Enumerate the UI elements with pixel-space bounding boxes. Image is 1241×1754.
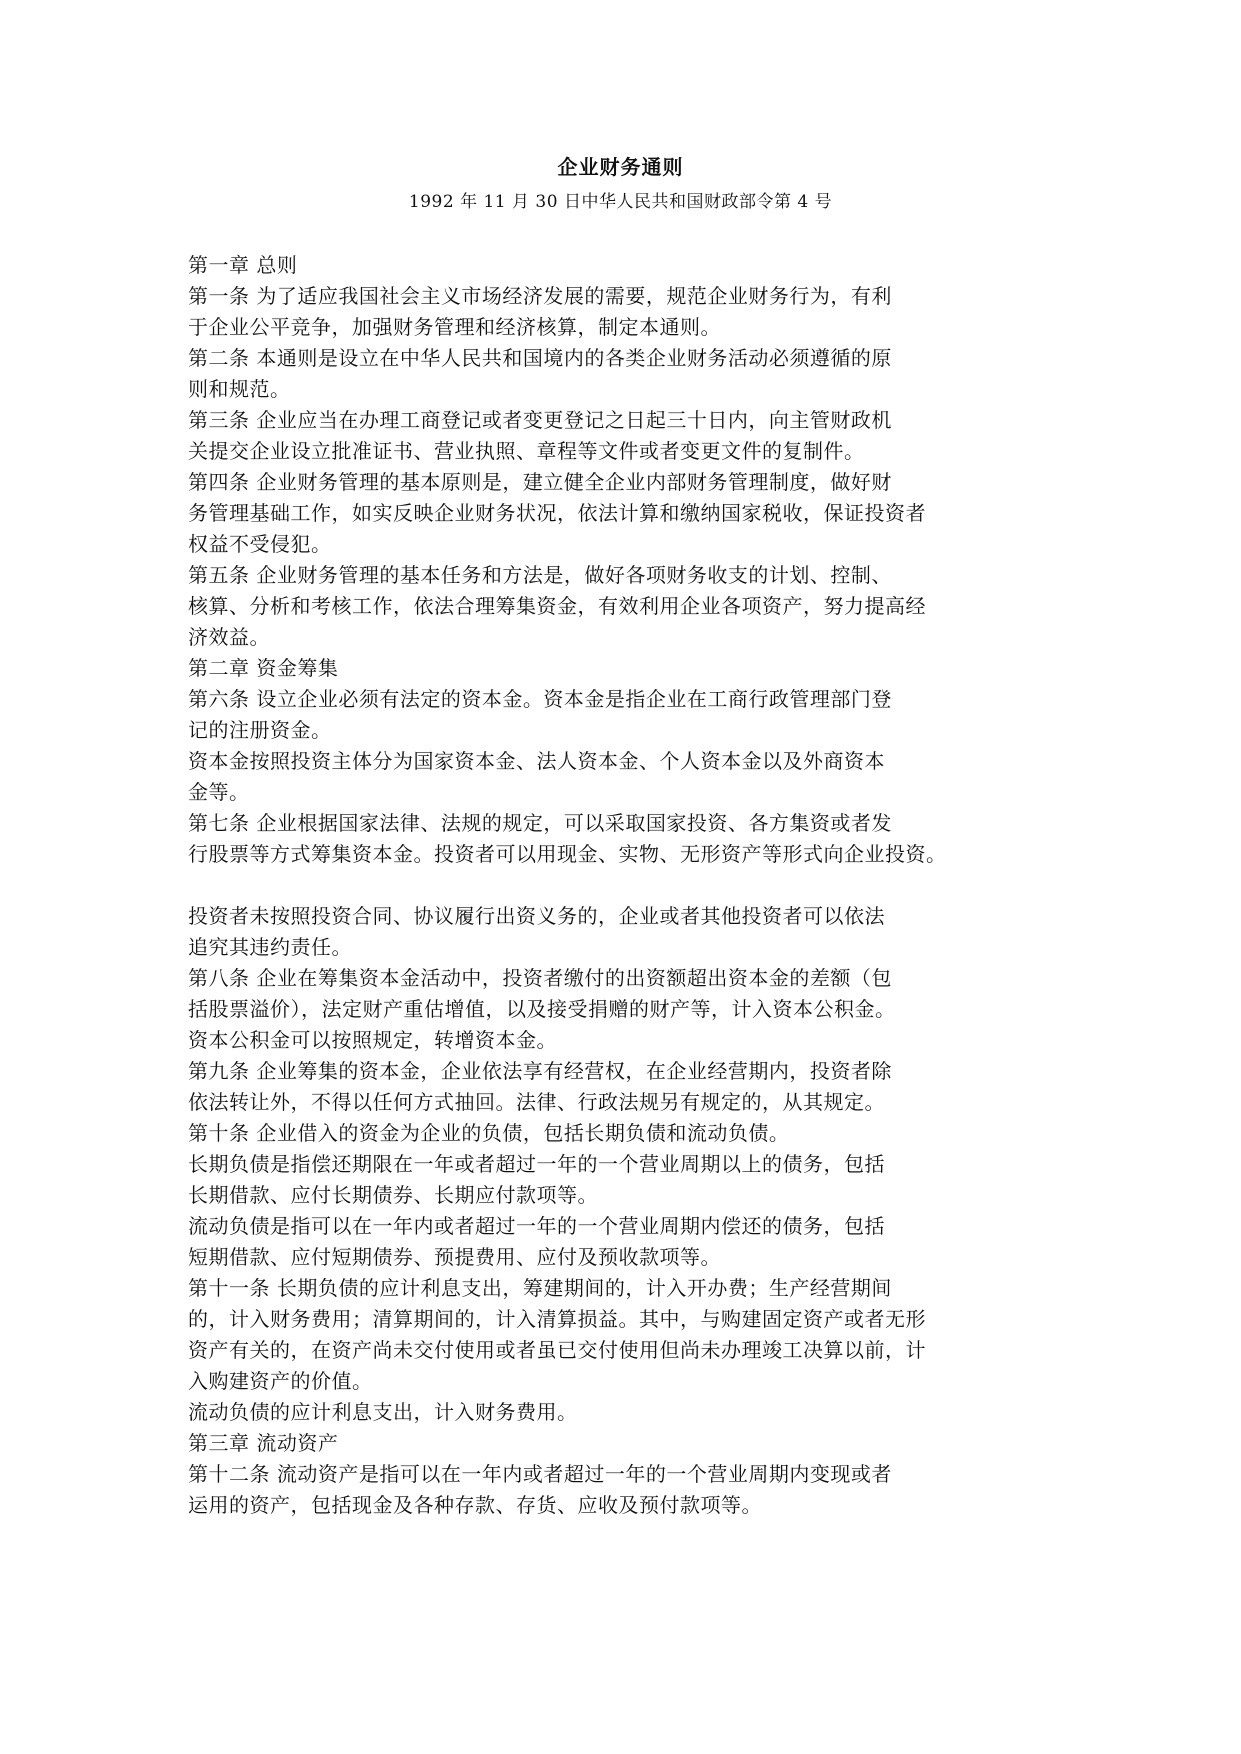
- text-line: 追究其违约责任。: [188, 935, 352, 959]
- text-line: 第二章 资金筹集: [188, 656, 339, 680]
- text-line: 行股票等方式筹集资本金。投资者可以用现金、实物、无形资产等形式向企业投资。: [188, 842, 947, 866]
- text-line: 流动负债是指可以在一年内或者超过一年的一个营业周期内偿还的债务，包括: [188, 1214, 885, 1238]
- text-line: 记的注册资金。: [188, 718, 332, 742]
- document-title: 企业财务通则: [557, 155, 684, 179]
- text-line: 第四条 企业财务管理的基本原则是，建立健全企业内部财务管理制度，做好财: [188, 470, 892, 494]
- text-line: 第一条 为了适应我国社会主义市场经济发展的需要，规范企业财务行为，有利: [188, 284, 892, 308]
- text-line: 第十条 企业借入的资金为企业的负债，包括长期负债和流动负债。: [188, 1121, 790, 1145]
- text-line: 第一章 总则: [188, 253, 298, 277]
- text-line: 第七条 企业根据国家法律、法规的规定，可以采取国家投资、各方集资或者发: [188, 811, 892, 835]
- text-line: 长期负债是指偿还期限在一年或者超过一年的一个营业周期以上的债务，包括: [188, 1152, 885, 1176]
- text-line: 运用的资产，包括现金及各种存款、存货、应收及预付款项等。: [188, 1493, 762, 1517]
- text-line: 资本公积金可以按照规定，转增资本金。: [188, 1028, 557, 1052]
- text-line: 第八条 企业在筹集资本金活动中，投资者缴付的出资额超出资本金的差额（包: [188, 966, 892, 990]
- text-line: 资产有关的，在资产尚未交付使用或者虽已交付使用但尚未办理竣工决算以前，计: [188, 1338, 926, 1362]
- text-line: 第二条 本通则是设立在中华人民共和国境内的各类企业财务活动必须遵循的原: [188, 346, 892, 370]
- text-line: 第十二条 流动资产是指可以在一年内或者超过一年的一个营业周期内变现或者: [188, 1462, 892, 1486]
- text-line: 于企业公平竞争，加强财务管理和经济核算，制定本通则。: [188, 315, 721, 339]
- text-line: 权益不受侵犯。: [188, 532, 332, 556]
- document-subtitle: 1992 年 11 月 30 日中华人民共和国财政部令第 4 号: [408, 192, 833, 212]
- text-line: [188, 870, 1018, 901]
- text-line: 长期借款、应付长期债券、长期应付款项等。: [188, 1183, 598, 1207]
- text-line: 第五条 企业财务管理的基本任务和方法是，做好各项财务收支的计划、控制、: [188, 563, 892, 587]
- text-line: 关提交企业设立批准证书、营业执照、章程等文件或者变更文件的复制件。: [188, 439, 865, 463]
- text-line: 核算、分析和考核工作，依法合理筹集资金，有效利用企业各项资产，努力提高经: [188, 594, 926, 618]
- text-line: 济效益。: [188, 625, 270, 649]
- text-line: 金等。: [188, 780, 250, 804]
- text-line: 资本金按照投资主体分为国家资本金、法人资本金、个人资本金以及外商资本: [188, 749, 885, 773]
- text-line: 第六条 设立企业必须有法定的资本金。资本金是指企业在工商行政管理部门登: [188, 687, 892, 711]
- text-line: 第九条 企业筹集的资本金，企业依法享有经营权，在企业经营期内，投资者除: [188, 1059, 892, 1083]
- text-line: 流动负债的应计利息支出，计入财务费用。: [188, 1400, 578, 1424]
- text-line: 投资者未按照投资合同、协议履行出资义务的，企业或者其他投资者可以依法: [188, 904, 885, 928]
- text-line: 第三章 流动资产: [188, 1431, 339, 1455]
- text-line: 第三条 企业应当在办理工商登记或者变更登记之日起三十日内，向主管财政机: [188, 408, 892, 432]
- text-line: 务管理基础工作，如实反映企业财务状况，依法计算和缴纳国家税收，保证投资者: [188, 501, 926, 525]
- text-line: 依法转让外，不得以任何方式抽回。法律、行政法规另有规定的，从其规定。: [188, 1090, 885, 1114]
- text-line: 括股票溢价），法定财产重估增值，以及接受捐赠的财产等，计入资本公积金。: [188, 997, 896, 1021]
- text-line: 的，计入财务费用；清算期间的，计入清算损益。其中，与购建固定资产或者无形: [188, 1307, 926, 1331]
- text-line: 第十一条 长期负债的应计利息支出，筹建期间的，计入开办费；生产经营期间: [188, 1276, 892, 1300]
- text-line: 入购建资产的价值。: [188, 1369, 373, 1393]
- document-body: [188, 250, 1018, 1521]
- text-line: 短期借款、应付短期债券、预提费用、应付及预收款项等。: [188, 1245, 721, 1269]
- text-line: 则和规范。: [188, 377, 291, 401]
